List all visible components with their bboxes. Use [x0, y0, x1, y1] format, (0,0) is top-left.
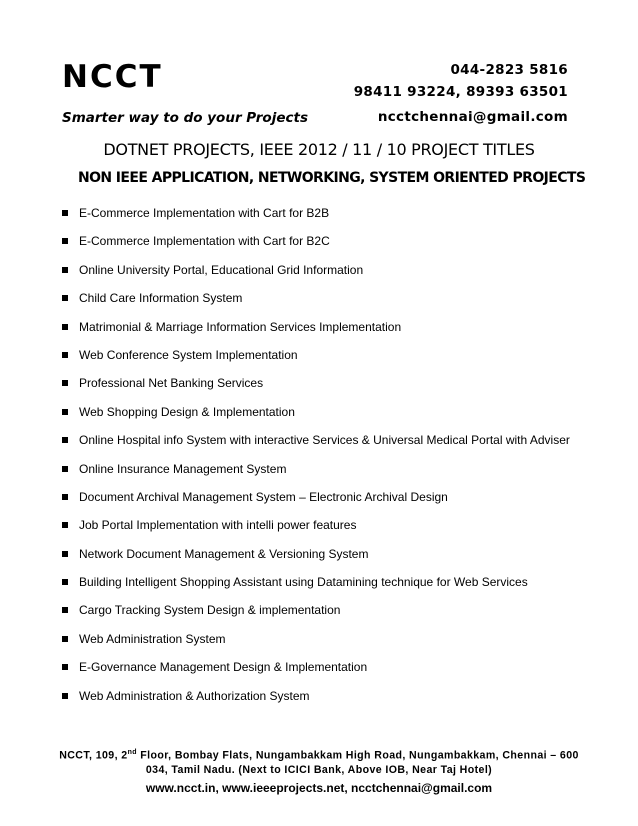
project-title: Online Insurance Management System: [79, 461, 287, 476]
square-bullet-icon: [62, 551, 68, 557]
project-title: E-Governance Management Design & Implementation: [79, 660, 368, 675]
project-title: Online University Portal, Educational Grid Information: [79, 262, 364, 277]
project-title: Web Administration System: [79, 631, 226, 646]
footer-address-start: NCCT, 109, 2: [59, 749, 128, 762]
project-title: Online Hospital info System with interactive Services & Universal Medical Portal with Adviser: [79, 433, 570, 448]
square-bullet-icon: [62, 579, 68, 585]
phone-mobile: 98411 93224, 89393 63501: [353, 84, 568, 100]
project-item: [62, 602, 582, 618]
project-item: [62, 375, 582, 391]
project-list: [62, 205, 582, 716]
project-title: Web Shopping Design & Implementation: [79, 404, 295, 419]
project-title: Job Portal Implementation with intelli power features: [79, 518, 357, 533]
project-title: Child Care Information System: [79, 291, 243, 306]
phone-primary: 044-2823 5816: [450, 62, 568, 78]
project-item: [62, 688, 582, 704]
page-title: DOTNET PROJECTS, IEEE 2012 / 11 / 10 PROJECT TITLES: [103, 140, 535, 159]
square-bullet-icon: [62, 352, 68, 358]
footer-address-rest: Floor, Bombay Flats, Nungambakkam High Road, Nungambakkam, Chennai – 600 034, Tamil Nadu. (Next to ICICI Bank, Above IOB, Near Taj Hotel): [136, 749, 579, 776]
square-bullet-icon: [62, 466, 68, 472]
square-bullet-icon: [62, 636, 68, 642]
section-subtitle: NON IEEE APPLICATION, NETWORKING, SYSTEM ORIENTED PROJECTS: [78, 170, 586, 186]
project-item: [62, 319, 582, 335]
project-title: E-Commerce Implementation with Cart for B2B: [79, 206, 330, 220]
project-title: Web Conference System Implementation: [79, 347, 298, 362]
project-item: [62, 432, 582, 448]
project-title: Building Intelligent Shopping Assistant using Datamining technique for Web Services: [79, 575, 528, 590]
square-bullet-icon: [62, 664, 68, 670]
footer-address-sup: nd: [127, 749, 137, 756]
square-bullet-icon: [62, 210, 68, 216]
square-bullet-icon: [62, 409, 68, 415]
square-bullet-icon: [62, 267, 68, 273]
project-item: [62, 205, 582, 221]
project-title: Document Archival Management System – Electronic Archival Design: [79, 489, 448, 504]
square-bullet-icon: [62, 238, 68, 244]
project-item: [62, 659, 582, 675]
project-title: Professional Net Banking Services: [79, 376, 264, 391]
square-bullet-icon: [62, 522, 68, 528]
ncct-logo: NCCT: [62, 59, 163, 95]
tagline: Smarter way to do your Projects: [62, 110, 308, 126]
project-item: [62, 489, 582, 505]
project-item: [62, 546, 582, 562]
project-item: [62, 631, 582, 647]
square-bullet-icon: [62, 437, 68, 443]
project-title: Cargo Tracking System Design & implementation: [79, 603, 341, 618]
project-item: [62, 233, 582, 249]
square-bullet-icon: [62, 324, 68, 330]
square-bullet-icon: [62, 607, 68, 613]
footer-websites: www.ncct.in, www.ieeeprojects.net, ncctchennai@gmail.com: [145, 781, 493, 795]
project-title: Web Administration & Authorization System: [79, 688, 310, 703]
project-title: Network Document Management & Versioning System: [79, 546, 369, 561]
project-item: [62, 574, 582, 590]
square-bullet-icon: [62, 693, 68, 699]
project-item: [62, 517, 582, 533]
project-title: E-Commerce Implementation with Cart for B2C: [79, 234, 330, 249]
project-item: [62, 262, 582, 278]
project-item: [62, 461, 582, 477]
square-bullet-icon: [62, 295, 68, 301]
contact-email: ncctchennai@gmail.com: [377, 109, 568, 125]
square-bullet-icon: [62, 380, 68, 386]
footer-address: [54, 746, 584, 777]
square-bullet-icon: [62, 494, 68, 500]
project-item: [62, 347, 582, 363]
project-title: Matrimonial & Marriage Information Services Implementation: [79, 319, 402, 334]
project-item: [62, 290, 582, 306]
project-item: [62, 404, 582, 420]
